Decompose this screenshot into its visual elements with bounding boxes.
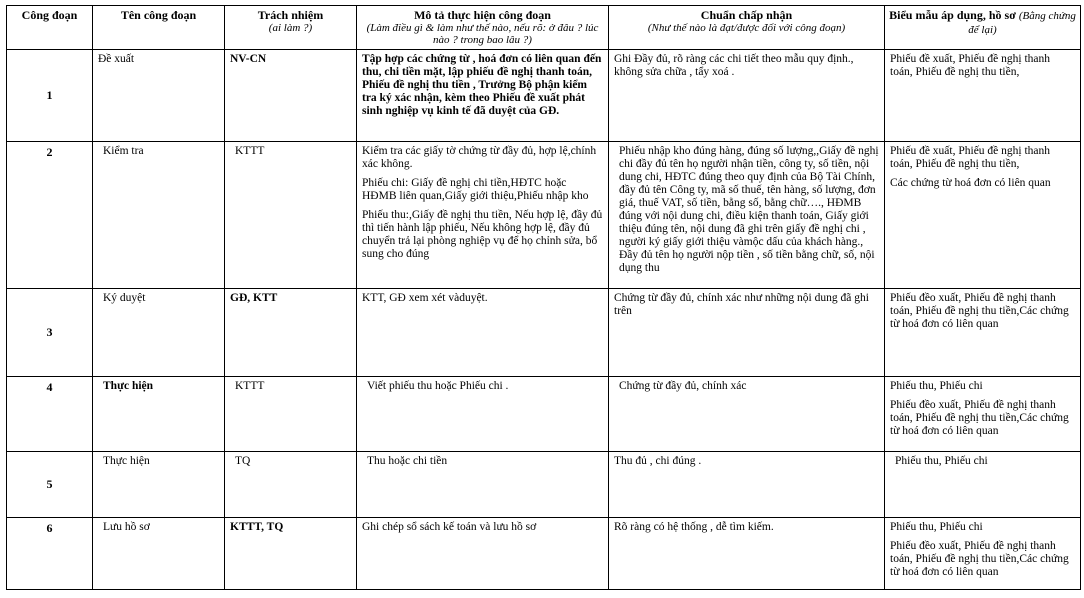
- process-table: [6, 5, 1081, 590]
- step-number: 2: [7, 142, 93, 289]
- step-number: 5: [7, 452, 93, 518]
- step-forms: Phiếu đềo xuất, Phiếu đề nghị thanh toán, Phiếu đề nghị thu tiền,Các chứng từ hoá đơn có liên quan: [885, 289, 1081, 377]
- step-name: Thực hiện: [93, 377, 225, 452]
- step-name: Thực hiện: [93, 452, 225, 518]
- header-bieu-mau: Biểu mẫu áp dụng, hồ sơ (Bằng chứng để lại): [885, 6, 1081, 50]
- step-forms: Phiếu đề xuất, Phiếu đề nghị thanh toán, Phiếu đề nghị thu tiền,: [885, 50, 1081, 142]
- header-ten-cong-doan: Tên công đoạn: [93, 6, 225, 50]
- header-trach-nhiem: Trách nhiệm (ai làm ?): [225, 6, 357, 50]
- step-standard: Rõ ràng có hệ thống , dễ tìm kiếm.: [609, 518, 885, 590]
- step-standard: Phiếu nhập kho đúng hàng, đúng số lượng,,Giấy đề nghị chi đầy đủ tên họ người nhận tiền, công ty, số tiền, nội dung chi, HĐTC đúng theo quy định của Bộ Tài Chính, đầy đủ tên Công ty, mã số thuế, tên hàng, số lượng, đơn giá, thuế VAT, số tiền, bằng số, bằng chữ…., HĐMB đúng với nội dung chi, điều kiện thanh toán, Giấy giới thiệu đúng tên, nội dung đã ghi trên giấy đề nghị chi , người ký giấy giới thiệu vàmộc dấu của khách hàng., Đầy đủ tên họ người nộp tiền , số tiền bằng chữ, số, nội dụng thu: [609, 142, 885, 289]
- header-row: [7, 6, 1081, 50]
- step-responsible: GĐ, KTT: [225, 289, 357, 377]
- step-name: Lưu hồ sơ: [93, 518, 225, 590]
- step-number: 4: [7, 377, 93, 452]
- table-row: [7, 50, 1081, 142]
- step-name: Ký duyệt: [93, 289, 225, 377]
- table-row: [7, 377, 1081, 452]
- step-responsible: KTTT: [225, 142, 357, 289]
- step-name: Kiểm tra: [93, 142, 225, 289]
- step-description: Ghi chép sổ sách kế toán và lưu hồ sơ: [357, 518, 609, 590]
- step-number: 1: [7, 50, 93, 142]
- step-standard: Ghi Đầy đủ, rõ ràng các chi tiết theo mẫu quy định., không sửa chữa , tẩy xoá .: [609, 50, 885, 142]
- step-forms: Phiếu thu, Phiếu chi Phiếu đềo xuất, Phiếu đề nghị thanh toán, Phiếu đề nghị thu tiền,Các chứng từ hoá đơn có liên quan: [885, 377, 1081, 452]
- table-row: [7, 142, 1081, 289]
- step-description: Viết phiếu thu hoặc Phiếu chi .: [357, 377, 609, 452]
- step-name: Đề xuất: [93, 50, 225, 142]
- step-forms: Phiếu đề xuất, Phiếu đề nghị thanh toán, Phiếu đề nghị thu tiền, Các chứng từ hoá đơn có liên quan: [885, 142, 1081, 289]
- step-forms: Phiếu thu, Phiếu chi: [885, 452, 1081, 518]
- step-description: Thu hoặc chi tiền: [357, 452, 609, 518]
- step-number: 6: [7, 518, 93, 590]
- table-row: [7, 518, 1081, 590]
- step-standard: Thu đủ , chi đúng .: [609, 452, 885, 518]
- header-cong-doan: Công đoạn: [7, 6, 93, 50]
- step-forms: Phiếu thu, Phiếu chi Phiếu đềo xuất, Phiếu đề nghị thanh toán, Phiếu đề nghị thu tiền,Các chứng từ hoá đơn có liên quan: [885, 518, 1081, 590]
- step-responsible: KTTT, TQ: [225, 518, 357, 590]
- step-responsible: KTTT: [225, 377, 357, 452]
- step-responsible: NV-CN: [225, 50, 357, 142]
- header-chuan-chap-nhan: Chuẩn chấp nhận (Như thế nào là đạt/được đối với công đoạn): [609, 6, 885, 50]
- step-number: 3: [7, 289, 93, 377]
- table-row: [7, 289, 1081, 377]
- table-row: [7, 452, 1081, 518]
- step-description: Tập hợp các chứng từ , hoá đơn có liên quan đến thu, chi tiền mặt, lập phiếu đề nghị thanh toán, Phiếu đề nghị thu tiền , Trưởng Bộ phận kiểm tra ký xác nhận, kèm theo Phiếu đề xuất phát sinh nghiệp vụ kinh tế đã duyệt của GĐ.: [357, 50, 609, 142]
- step-responsible: TQ: [225, 452, 357, 518]
- step-standard: Chứng từ đầy đủ, chính xác như những nội dung đã ghi trên: [609, 289, 885, 377]
- step-description: Kiểm tra các giấy tờ chứng từ đầy đủ, hợp lệ,chính xác không. Phiếu chi: Giấy đề nghị chi tiền,HĐTC hoặc HĐMB liên quan,Giấy giới thiệu,Phiếu nhập kho Phiếu thu:,Giấy đề nghị thu tiền, Nếu hợp lệ, đầy đủ thì tiến hành lập phiếu, Nếu không hợp lệ, đầy đủ chuyển trả lại phòng nghiệp vụ để họ chỉnh sửa, bổ sung cho đúng: [357, 142, 609, 289]
- step-standard: Chứng từ đầy đủ, chính xác: [609, 377, 885, 452]
- header-mo-ta: Mô tả thực hiện công đoạn (Làm điều gì & làm như thế nào, nếu rõ: ở đâu ? lúc nào ? trong bao lâu ?): [357, 6, 609, 50]
- step-description: KTT, GĐ xem xét vàduyệt.: [357, 289, 609, 377]
